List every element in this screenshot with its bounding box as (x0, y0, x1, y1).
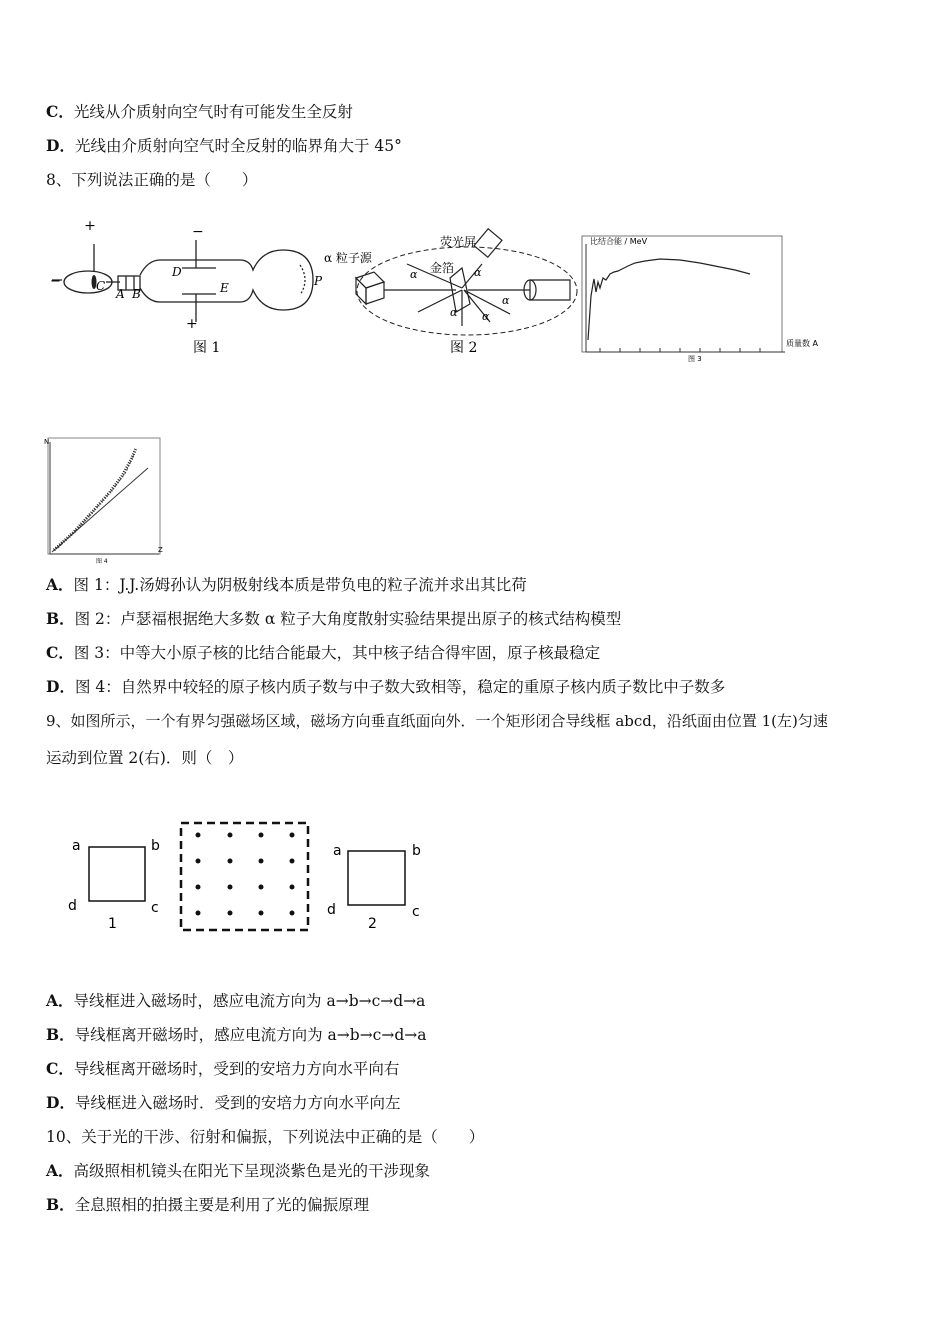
q9-stem-line2: 运动到位置 2(右)．则（ ） (46, 749, 244, 767)
option-text: 导线框进入磁场时，感应电流方向为 a→b→c→d→a (73, 992, 426, 1010)
fig4-xlabel: Z (158, 546, 163, 554)
option-text: 图 2：卢瑟福根据绝大多数 α 粒子大角度散射实验结果提出原子的核式结构模型 (74, 610, 622, 628)
q9-option-c (46, 1059, 399, 1079)
q8-option-d (46, 677, 725, 697)
pos2-label-c: c (412, 904, 420, 920)
q10-option-a (46, 1161, 430, 1181)
fig2-source-label: α 粒子源 (324, 251, 372, 265)
option-letter: B． (46, 1195, 75, 1214)
option-text: 图 1：J.J.汤姆孙认为阴极射线本质是带负电的粒子流并求出其比荷 (73, 576, 527, 594)
q9-option-a (46, 991, 425, 1011)
option-text: 高级照相机镜头在阳光下呈现淡紫色是光的干涉现象 (73, 1162, 431, 1180)
fig1-label-a: A (116, 287, 125, 301)
option-text: 导线框离开磁场时，受到的安培力方向水平向右 (73, 1060, 400, 1078)
option-text: 图 3：中等大小原子核的比结合能最大，其中核子结合得牢固，原子核最稳定 (73, 644, 601, 662)
q8-stem: 8、下列说法正确的是（ ） (46, 171, 258, 189)
option-text: 光线由介质射向空气时全反射的临界角大于 45° (74, 137, 402, 155)
option-letter: C． (46, 102, 74, 121)
pos2-label-d: d (327, 902, 336, 918)
fig3-ylabel: 比结合能 / MeV (590, 237, 648, 246)
fig2-caption: 图 2 (450, 340, 478, 356)
option-letter: B． (46, 1025, 75, 1044)
option-text: 光线从介质射向空气时有可能发生全反射 (73, 103, 353, 121)
figure-1-cathode-ray-tube (48, 210, 328, 365)
loop-position-2 (348, 851, 405, 905)
q8-option-b (46, 609, 621, 629)
fig1-label-d: D (172, 265, 182, 279)
figure-2-alpha-scattering (322, 228, 580, 365)
pos2-number: 2 (368, 916, 377, 932)
pos1-label-d: d (68, 898, 77, 914)
fig1-label-b: B (132, 287, 141, 301)
fig2-foil-label: 金箔 (430, 261, 455, 275)
field-dots (196, 833, 295, 916)
figure-4-n-vs-z (44, 434, 168, 566)
option-text: 导线框进入磁场时．受到的安培力方向水平向左 (74, 1094, 401, 1112)
option-letter: C． (46, 1059, 74, 1078)
option-letter: A． (46, 991, 74, 1010)
option-letter: D． (46, 1093, 75, 1112)
fig1-caption: 图 1 (193, 340, 221, 356)
q9-stem-line1: 9、如图所示，一个有界匀强磁场区域，磁场方向垂直纸面向外．一个矩形闭合导线框 abcd，沿纸面由位置 1(左)匀速 (46, 712, 828, 730)
fig2-alpha-label: α (482, 310, 490, 323)
pos1-label-a: a (72, 838, 81, 854)
fig4-caption: 图 4 (96, 558, 108, 565)
option-letter: A． (46, 575, 74, 594)
fig2-screen-label: 荧光屏 (440, 235, 477, 249)
fig1-label-e: E (220, 281, 229, 295)
pos2-label-a: a (333, 843, 342, 859)
pos1-number: 1 (108, 916, 117, 932)
fig2-alpha-label: α (474, 266, 482, 279)
option-letter: C． (46, 643, 74, 662)
option-text: 全息照相的拍摄主要是利用了光的偏振原理 (74, 1196, 370, 1214)
q7-option-d (46, 136, 402, 156)
fig3-caption: 图 3 (688, 355, 702, 363)
fig3-xlabel: 质量数 A (786, 339, 819, 348)
option-letter: D． (46, 677, 75, 696)
q9-option-b (46, 1025, 427, 1045)
fig2-alpha-label: α (502, 294, 510, 307)
pos1-label-c: c (151, 900, 159, 916)
fig1-minus-left-label: − (50, 274, 61, 289)
option-letter: A． (46, 1161, 74, 1180)
fig4-ylabel: N (44, 438, 50, 446)
fig1-minus-top-label: − (192, 224, 204, 240)
loop-position-1 (89, 847, 145, 901)
fig1-plus-bottom-label: + (186, 316, 198, 332)
fig2-alpha-label: α (410, 268, 418, 281)
q10-option-b (46, 1195, 369, 1215)
fig2-alpha-label: α (450, 306, 458, 319)
q7-option-c (46, 102, 353, 122)
option-letter: B． (46, 609, 75, 628)
fig1-label-p: P (314, 274, 323, 288)
pos2-label-b: b (412, 843, 421, 859)
q10-stem: 10、关于光的干涉、衍射和偏振，下列说法中正确的是（ ） (46, 1128, 485, 1146)
fig1-label-c: C (96, 279, 106, 293)
fig1-plus-top-label: + (84, 218, 96, 234)
q8-option-a (46, 575, 527, 595)
option-text: 图 4：自然界中较轻的原子核内质子数与中子数大致相等，稳定的重原子核内质子数比中子数多 (74, 678, 726, 696)
option-text: 导线框离开磁场时，感应电流方向为 a→b→c→d→a (74, 1026, 427, 1044)
option-letter: D． (46, 136, 75, 155)
q9-option-d (46, 1093, 400, 1113)
figure-magnetic-field-loop (60, 815, 440, 937)
q8-option-c (46, 643, 600, 663)
figure-3-binding-energy (580, 234, 825, 366)
pos1-label-b: b (151, 838, 160, 854)
